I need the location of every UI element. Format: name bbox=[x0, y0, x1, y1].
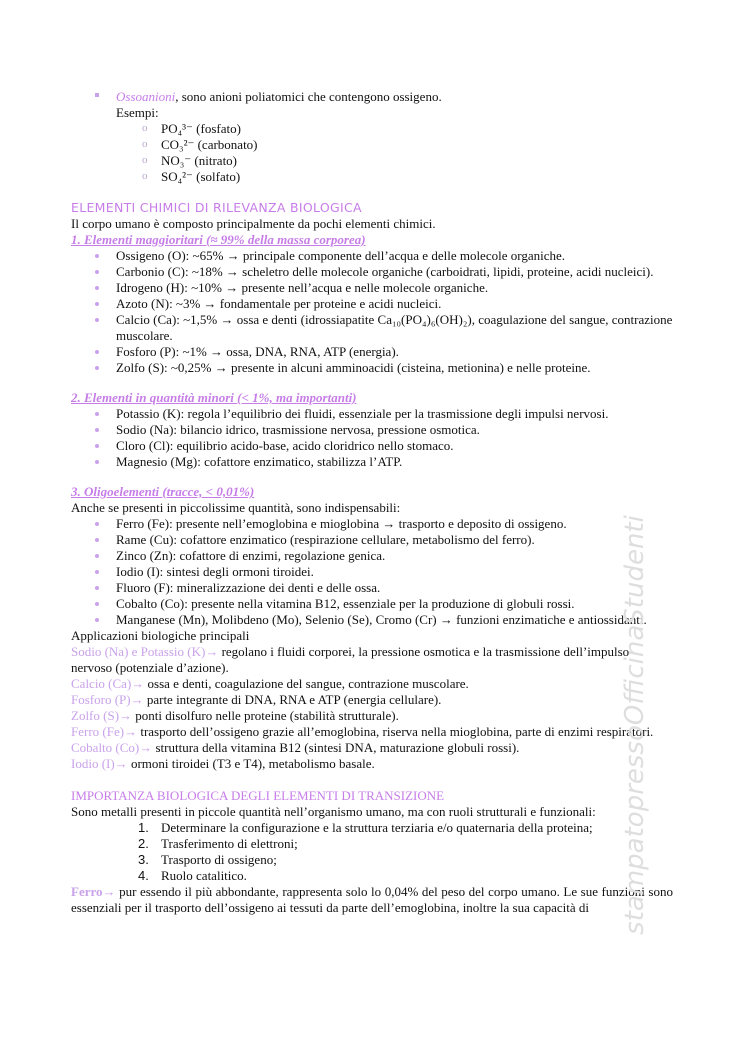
trace-elements-list bbox=[71, 516, 673, 628]
application-label: Iodio (I)→ bbox=[71, 756, 128, 771]
examples-label: Esempi: bbox=[116, 105, 159, 120]
application-text: ponti disolfuro nelle proteine (stabilità strutturale). bbox=[132, 708, 399, 723]
major-elements-list bbox=[71, 248, 673, 376]
application-label: Cobalto (Co)→ bbox=[71, 740, 153, 755]
subsection-heading-trace: 3. Oligoelementi (tracce, < 0,01%) bbox=[71, 484, 255, 499]
ossoanioni-term: Ossoanioni bbox=[116, 89, 176, 104]
transition-roles-list bbox=[71, 820, 673, 884]
application-item bbox=[71, 740, 673, 756]
list-item: Magnesio (Mg): cofattore enzimatico, stabilizza l’ATP. bbox=[71, 454, 673, 470]
list-item: Zinco (Zn): cofattore di enzimi, regolazione genica. bbox=[71, 548, 673, 564]
list-item: Manganese (Mn), Molibdeno (Mo), Selenio (Se), Cromo (Cr) → funzioni enzimatiche e antiossidanti. bbox=[71, 612, 673, 628]
item-text: Trasporto di ossigeno; bbox=[161, 852, 277, 867]
list-item: Iodio (I): sintesi degli ormoni tiroidei. bbox=[71, 564, 673, 580]
list-item: Carbonio (C): ~18% → scheletro delle molecole organiche (carboidrati, lipidi, proteine, acidi nucleici). bbox=[71, 264, 673, 280]
application-text: ossa e denti, coagulazione del sangue, contrazione muscolare. bbox=[144, 676, 469, 691]
item-number: 3. bbox=[138, 852, 149, 867]
numbered-item bbox=[71, 836, 673, 852]
list-item: Idrogeno (H): ~10% → presente nell’acqua e nelle molecole organiche. bbox=[71, 280, 673, 296]
watermark: stampatopressoOfficinaStudenti bbox=[620, 515, 650, 935]
trace-intro: Anche se presenti in piccolissime quantità, sono indispensabili: bbox=[71, 500, 401, 515]
item-text: Determinare la configurazione e la struttura terziaria e/o quaternaria della proteina; bbox=[161, 820, 593, 835]
application-item bbox=[71, 724, 673, 740]
list-item-text: , sono anioni poliatomici che contengono ossigeno. bbox=[175, 89, 442, 104]
list-item: Cloro (Cl): equilibrio acido-base, acido cloridrico nello stomaco. bbox=[71, 438, 673, 454]
numbered-item bbox=[71, 868, 673, 884]
applications-title: Applicazioni biologiche principali bbox=[71, 628, 250, 643]
list-item: Potassio (K): regola l’equilibrio dei fluidi, essenziale per la trasmissione degli impulsi nervosi. bbox=[71, 406, 673, 422]
application-text: parte integrante di DNA, RNA e ATP (energia cellulare). bbox=[143, 692, 442, 707]
ferro-label: Ferro→ bbox=[71, 884, 116, 899]
numbered-item bbox=[71, 820, 673, 836]
list-item: Ferro (Fe): presente nell’emoglobina e mioglobina → trasporto e deposito di ossigeno. bbox=[71, 516, 673, 532]
list-item: Azoto (N): ~3% → fondamentale per proteine e acidi nucleici. bbox=[71, 296, 673, 312]
ferro-paragraph bbox=[71, 884, 673, 916]
application-item bbox=[71, 676, 673, 692]
section-intro: Sono metalli presenti in piccole quantità nell’organismo umano, ma con ruoli strutturali e funzionali: bbox=[71, 804, 596, 819]
application-item bbox=[71, 692, 673, 708]
application-text: regolano i fluidi corporei, la pressione osmotica e la trasmissione dell’impulso nervoso (potenziale d’azione). bbox=[71, 644, 630, 675]
item-number: 2. bbox=[138, 836, 149, 851]
item-text: Trasferimento di elettroni; bbox=[161, 836, 298, 851]
ferro-text: pur essendo il più abbondante, rappresenta solo lo 0,04% del peso del corpo umano. Le sue funzioni sono essenziali per il trasporto dell’ossigeno ai tessuti da parte dell’emoglobina, inoltre la sua capacità di bbox=[71, 884, 673, 915]
list-item: Cobalto (Co): presente nella vitamina B12, essenziale per la produzione di globuli rossi. bbox=[71, 596, 673, 612]
application-label: Ferro (Fe)→ bbox=[71, 724, 138, 739]
item-text: Ruolo catalitico. bbox=[161, 868, 247, 883]
section-heading: ELEMENTI CHIMICI DI RILEVANZA BIOLOGICA bbox=[71, 200, 362, 215]
subsection-heading-minor: 2. Elementi in quantità minori (< 1%, ma importanti) bbox=[71, 390, 357, 405]
section-heading: IMPORTANZA BIOLOGICA DEGLI ELEMENTI DI TRANSIZIONE bbox=[71, 788, 445, 803]
application-label: Sodio (Na) e Potassio (K)→ bbox=[71, 644, 219, 659]
application-text: trasporto dell’ossigeno grazie all’emoglobina, riserva nella mioglobina, parte di enzimi respiratori. bbox=[137, 724, 654, 739]
application-label: Zolfo (S)→ bbox=[71, 708, 133, 723]
application-item bbox=[71, 708, 673, 724]
application-label: Calcio (Ca)→ bbox=[71, 676, 145, 691]
application-item bbox=[71, 756, 673, 772]
application-text: ormoni tiroidei (T3 e T4), metabolismo basale. bbox=[127, 756, 375, 771]
list-item: Ossigeno (O): ~65% → principale componente dell’acqua e delle molecole organiche. bbox=[71, 248, 673, 264]
application-item bbox=[71, 644, 673, 676]
item-number: 1. bbox=[138, 820, 149, 835]
minor-elements-list bbox=[71, 406, 673, 470]
example-item: o NO₃⁻ (nitrato) bbox=[71, 153, 673, 169]
list-item: Calcio (Ca): ~1,5% → ossa e denti (idrossiapatite Ca₁₀(PO₄)₆(OH)₂), coagulazione del sangue, contrazione muscolare. bbox=[71, 312, 673, 344]
numbered-item bbox=[71, 852, 673, 868]
section-intro: Il corpo umano è composto principalmente da pochi elementi chimici. bbox=[71, 216, 436, 231]
example-item: o PO₄³⁻ (fosfato) bbox=[71, 121, 673, 137]
list-item: Sodio (Na): bilancio idrico, trasmissione nervosa, pressione osmotica. bbox=[71, 422, 673, 438]
item-number: 4. bbox=[138, 868, 149, 883]
application-label: Fosforo (P)→ bbox=[71, 692, 144, 707]
subsection-heading-major: 1. Elementi maggioritari (≈ 99% della massa corporea) bbox=[71, 232, 366, 247]
application-text: struttura della vitamina B12 (sintesi DNA, maturazione globuli rossi). bbox=[152, 740, 520, 755]
ossoanioni-list bbox=[71, 89, 673, 185]
list-item: Fosforo (P): ~1% → ossa, DNA, RNA, ATP (energia). bbox=[71, 344, 673, 360]
list-item: Zolfo (S): ~0,25% → presente in alcuni amminoacidi (cisteina, metionina) e nelle proteine. bbox=[71, 360, 673, 376]
list-item: Fluoro (F): mineralizzazione dei denti e delle ossa. bbox=[71, 580, 673, 596]
example-item: o SO₄²⁻ (solfato) bbox=[71, 169, 673, 185]
example-item: o CO₃²⁻ (carbonato) bbox=[71, 137, 673, 153]
applications-list bbox=[71, 644, 673, 772]
list-item bbox=[71, 89, 673, 105]
document-page bbox=[71, 89, 673, 916]
list-item: Rame (Cu): cofattore enzimatico (respirazione cellulare, metabolismo del ferro). bbox=[71, 532, 673, 548]
